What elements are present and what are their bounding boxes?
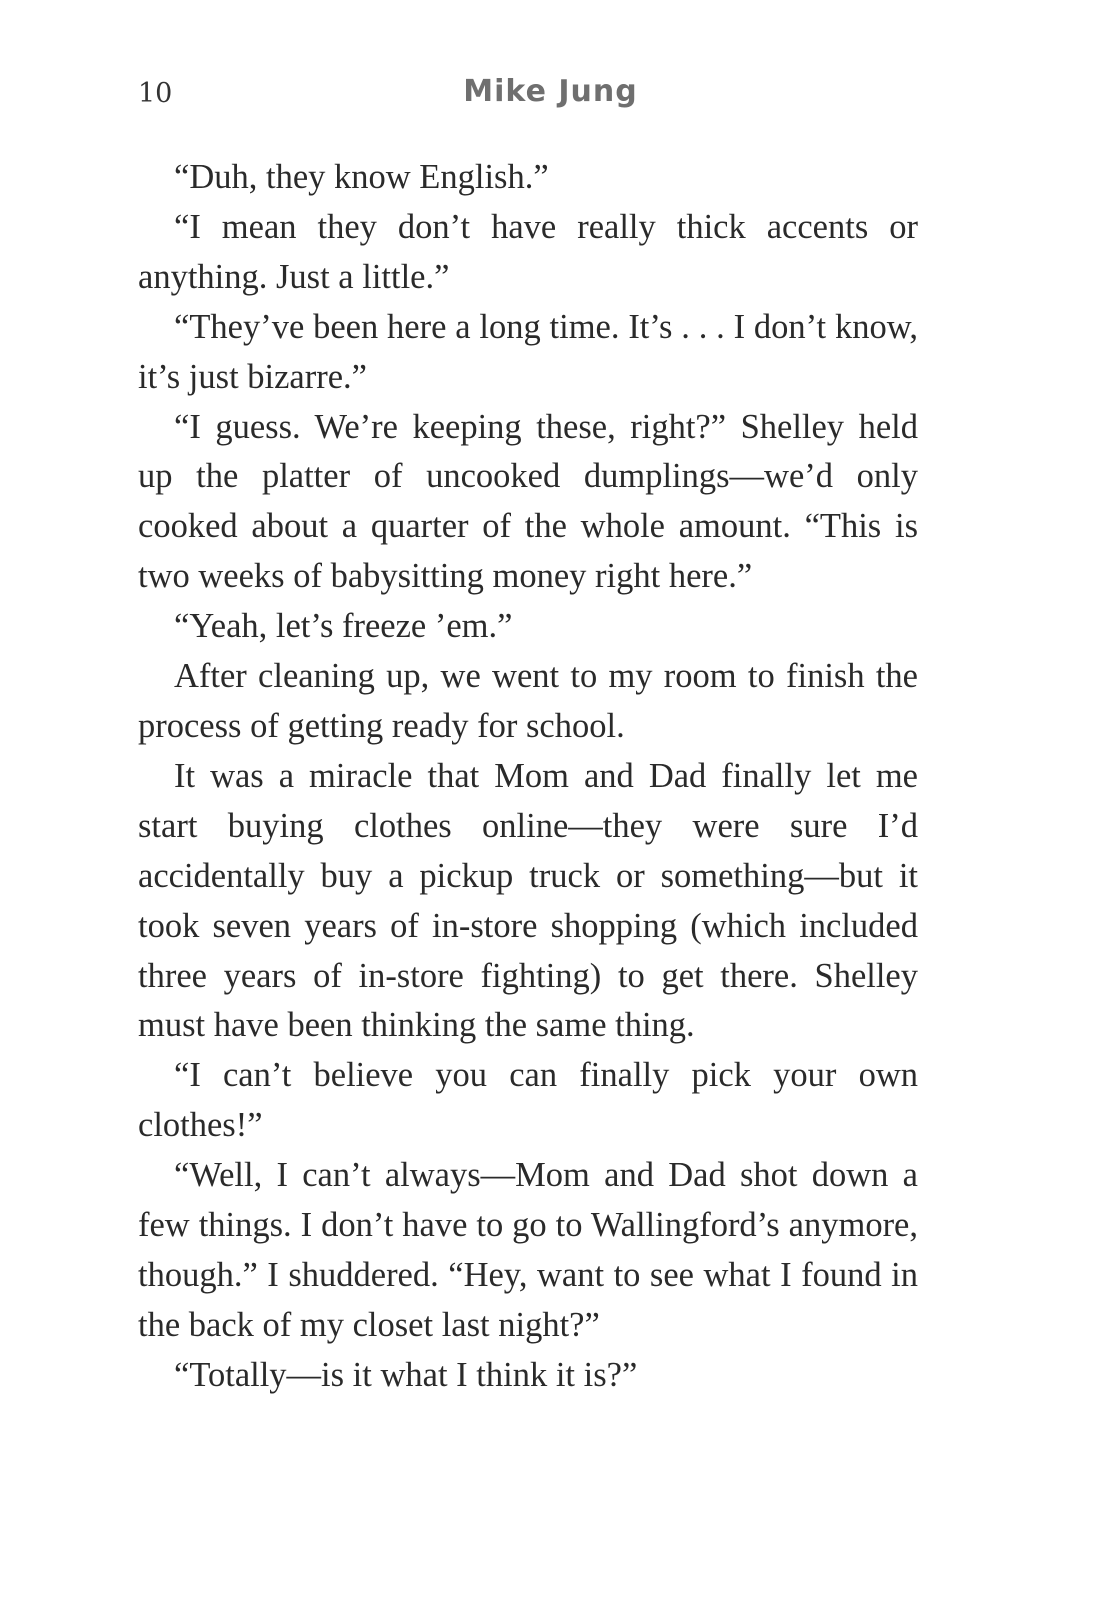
paragraph: “Yeah, let’s freeze ’em.” [174, 607, 513, 646]
running-head [0, 70, 1101, 120]
paragraph: “Totally—is it what I think it is?” [174, 1355, 638, 1394]
author-name: Mike Jung [463, 74, 638, 109]
paragraph: “Duh, they know English.” [174, 158, 549, 196]
paragraph: “I can’t believe you can finally pick your own clothes!” [138, 1056, 918, 1145]
paragraph: It was a miracle that Mom and Dad finally let me start buying clothes online—they were sure I’d accidentally buy a pickup truck or something—but it took seven years of in-store shopping (which included three years of in-store fighting) to get there. Shelley must have been thinking the same thing. [138, 756, 918, 1045]
paragraph: “Well, I can’t always—Mom and Dad shot down a few things. I don’t have to go to Wallingford’s anymore, though.” I shuddered. “Hey, want to see what I found in the back of my closet last night?” [138, 1156, 918, 1344]
paragraph: After cleaning up, we went to my room to finish the process of getting ready for school. [138, 657, 918, 745]
paragraph: “They’ve been here a long time. It’s . . . I don’t know, it’s just bizarre.” [138, 307, 918, 396]
body-text [138, 153, 918, 1401]
paragraph: “I mean they don’t have really thick accents or anything. Just a little.” [138, 207, 918, 296]
paragraph: “I guess. We’re keeping these, right?” Shelley held up the platter of uncooked dumplings—we’d only cooked about a quarter of the whole amount. “This is two weeks of babysitting money right here.” [138, 407, 918, 596]
page-number: 10 [138, 78, 173, 109]
